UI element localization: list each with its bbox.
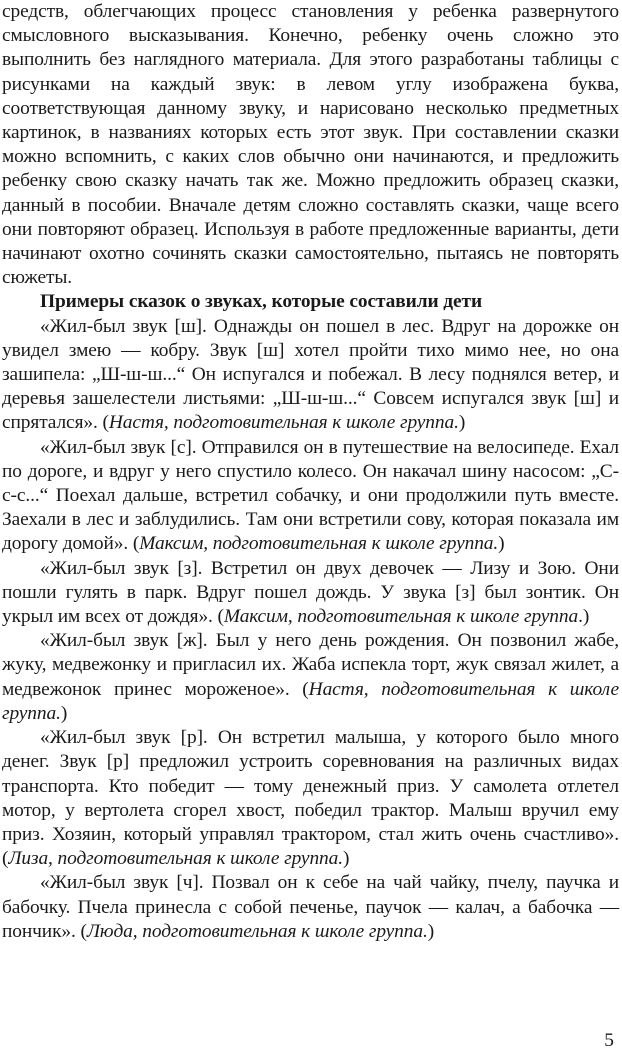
story-attribution: Настя, подготовительная к школе группа. [108, 412, 459, 434]
story-paragraph [2, 315, 619, 436]
story-paragraph [2, 871, 619, 944]
story-text: «Жил-был звук [с]. Отправился он в путешествие на велосипеде. Ехал по дороге, и вдруг у него спустило колесо. Он накачал шину насосом: „С-с-с...“ Поехал дальше, встретил собачку, и они продолжили путь вместе. Заехали в лес и заблудились. Там они встретили сову, которая показала им дорогу домой». ( [2, 436, 619, 555]
story-paragraph [2, 436, 619, 557]
page-number: 5 [604, 1030, 614, 1051]
page-text [2, 0, 619, 944]
story-attribution: Максим, подготовительная к школе группа. [139, 533, 499, 555]
story-text: «Жил-был звук [р]. Он встретил малыша, у которого было много денег. Звук [р] предложил устроить соревнования на различных видах транспорта. Кто победит — тому денежный приз. У самолета отлетел мотор, у вертолета сгорел хвост, победил трактор. Малыш вручил ему приз. Хозяин, который управлял трактором, стал жить очень счастливо». ( [2, 727, 619, 870]
story-close: ) [458, 412, 466, 434]
story-paragraph [2, 557, 619, 630]
story-text: «Жил-был звук [ш]. Однажды он пошел в лес. Вдруг на дорожке он увидел змею — кобру. Звук [ш] хотел пройти тихо мимо нее, но она зашипела: „Ш-ш-ш...“ Он испугался и побежал. В лесу поднялся ветер, и деревья зашелестели листьями: „Ш-ш-ш...“ Совсем испугался звук [ш] и спрятался». ( [2, 315, 619, 434]
story-text: «Жил-был звук [ж]. Был у него день рождения. Он позвонил жабе, жуку, медвежонку и пригласил их. Жаба испекла торт, жук связал жилет, а медвежонок принес мороженое». ( [2, 630, 619, 700]
story-attribution: Люда, подготовительная к школе группа. [86, 920, 428, 942]
story-text: «Жил-был звук [ч]. Позвал он к себе на чай чайку, пчелу, паучка и бабочку. Пчела принесла с собой печенье, паучок — калач, а бабочка — пончик». ( [2, 872, 619, 942]
story-text: «Жил-был звук [з]. Встретил он двух девочек — Лизу и Зою. Они пошли гулять в парк. Вдруг пошел дождь. У звука [з] был зонтик. Он укрыл им всех от дождя». ( [2, 557, 619, 628]
story-close: .) [578, 606, 590, 628]
story-attribution: Максим, подготовительная к школе группа [223, 606, 579, 628]
story-paragraph [2, 726, 619, 871]
intro-paragraph: средств, облегчающих процесс становления у ребенка развернутого смысловного высказывания. Конечно, ребенку очень сложно это выполнить без наглядного материала. Для этого разработаны таблицы с рисунками на каждый звук: в левом углу изображена буква, соответствующая данному звуку, и нарисовано несколько предметных картинок, в названиях которых есть этот звук. При составлении сказки можно вспомнить, с каких слов обычно они начинаются, и предложить ребенку свою сказку начать так же. Можно предложить образец сказки, данный в пособии. Вначале детям сложно составлять сказки, чаще всего они повторяют образец. Используя в работе предложенные варианты, дети начинают охотно сочинять сказки самостоятельно, пытаясь не повторять сюжеты. [2, 1, 619, 289]
story-close: ) [427, 920, 435, 942]
story-close: ) [342, 848, 350, 870]
section-heading: Примеры сказок о звуках, которые составили дети [40, 291, 483, 313]
story-paragraph [2, 629, 619, 726]
story-attribution: Лиза, подготовительная к школе группа. [8, 848, 343, 870]
story-close: ) [60, 702, 68, 724]
story-attribution: Настя, подготовительная к школе группа. [2, 678, 619, 724]
story-close: ) [498, 533, 505, 555]
